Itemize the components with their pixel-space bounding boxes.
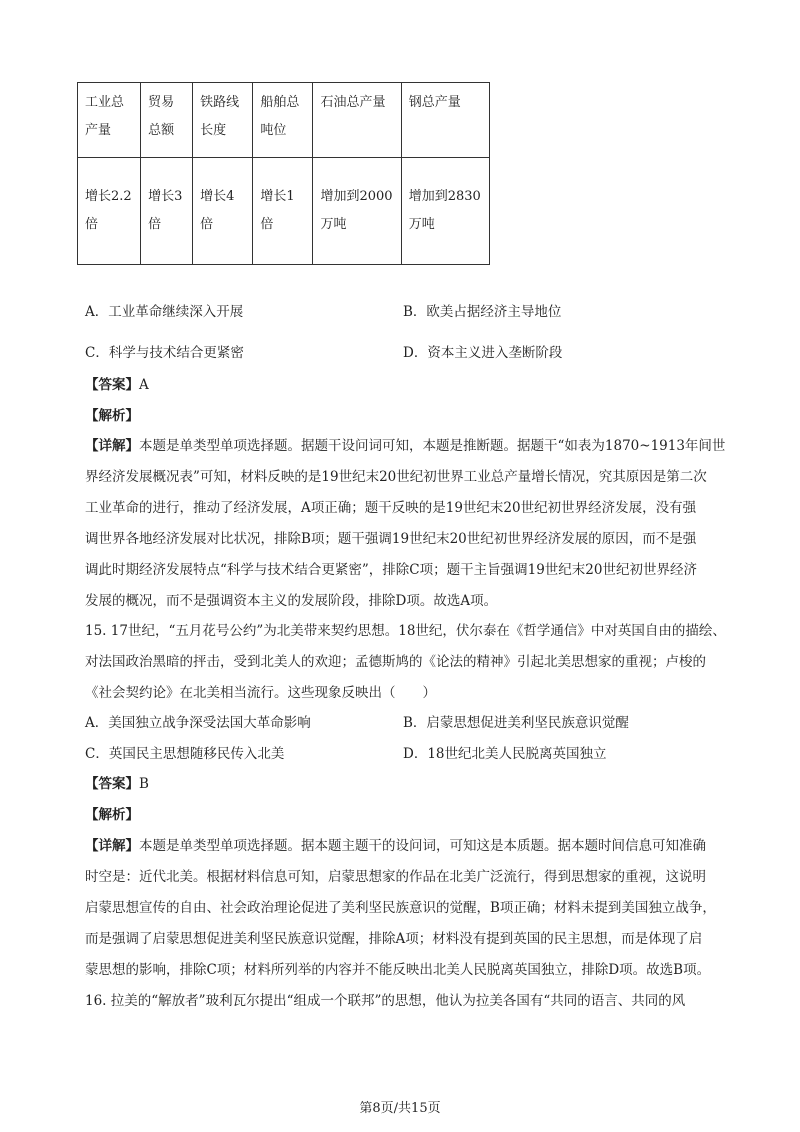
q14-option-d: D．资本主义进入垄断阶段 [403, 345, 563, 361]
q15-detail-line: 【详解】本题是单类型单项选择题。据本题主题干的设问词，可知这是本质题。据本题时间信息可知准确 [85, 838, 706, 854]
q15-stem-line: 对法国政治黑暗的抨击，受到北美人的欢迎；孟德斯鸠的《论法的精神》引起北美思想家的重视；卢梭的 [85, 654, 706, 670]
detail-label: 【详解】 [85, 838, 139, 854]
table-cell: 增长1倍 [253, 158, 313, 265]
table-cell: 增长4倍 [193, 158, 253, 265]
q14-detail-line: 工业革命的进行，推动了经济发展，A项正确；题干反映的是19世纪末20世纪初世界经济发展，没有强 [85, 500, 697, 516]
q15-answer [85, 772, 735, 792]
q15-option-b: B．启蒙思想促进美利坚民族意识觉醒 [403, 715, 629, 731]
q15-detail-line: 蒙思想的影响，排除C项；材料所列举的内容并不能反映出北美人民脱离英国独立，排除D项。故选B项。 [85, 962, 711, 978]
table-header-cell: 船舶总吨位 [253, 83, 313, 158]
q14-option-b: B．欧美占据经济主导地位 [403, 304, 562, 320]
data-table [77, 82, 490, 265]
answer-label: 【答案】 [85, 776, 139, 792]
table-cell: 增加到2000万吨 [313, 158, 401, 265]
q15-detail-line: 而是强调了启蒙思想促进美利坚民族意识觉醒，排除A项；材料没有提到英国的民主思想，而是体现了启 [85, 931, 703, 947]
q15-option-a: A．美国独立战争深受法国大革命影响 [85, 715, 311, 731]
answer-value: B [139, 776, 149, 792]
q15-option-row [85, 711, 725, 733]
q14-detail-line: 调世界各地经济发展对比状况，排除B项；题干强调19世纪末20世纪初世界经济发展的原因，而不是强 [85, 531, 697, 547]
table-header-cell: 钢总产量 [401, 83, 489, 158]
q14-analysis-label: 【解析】 [85, 408, 139, 424]
detail-label: 【详解】 [85, 438, 139, 454]
q14-detail-line: 调此时期经济发展特点“科学与技术结合更紧密”，排除C项；题干主旨强调19世纪末20世纪初世界经济 [85, 562, 697, 578]
table-header-row [78, 83, 490, 158]
table-cell: 增长3倍 [141, 158, 193, 265]
table-header-cell: 贸易总额 [141, 83, 193, 158]
q16-stem-line: 16. 拉美的“解放者”玻利瓦尔提出“组成一个联邦”的思想，他认为拉美各国有“共同的语言、共同的风 [85, 993, 686, 1009]
answer-value: A [139, 377, 149, 393]
table-cell: 增加到2830万吨 [401, 158, 489, 265]
q15-stem-line: 《社会契约论》在北美相当流行。这些现象反映出（ ） [85, 685, 436, 701]
q15-option-c: C．英国民主思想随移民传入北美 [85, 746, 285, 762]
q14-option-row [85, 300, 725, 322]
table-cell: 增长2.2倍 [78, 158, 141, 265]
q15-option-row [85, 742, 725, 764]
table-header-cell: 工业总产量 [78, 83, 141, 158]
q15-detail-line: 启蒙思想宣传的自由、社会政治理论促进了美利坚民族意识的觉醒，B项正确；材料未提到美国独立战争， [85, 900, 716, 916]
q14-detail-line: 发展的概况，而不是强调资本主义的发展阶段，排除D项。故选A项。 [85, 593, 498, 609]
answer-label: 【答案】 [85, 377, 139, 393]
table-row [78, 158, 490, 265]
q14-option-row [85, 341, 725, 363]
q15-detail-line: 时空是：近代北美。根据材料信息可知，启蒙思想家的作品在北美广泛流行，得到思想家的重视，这说明 [85, 869, 706, 885]
table-header-cell: 石油总产量 [313, 83, 401, 158]
q14-option-a: A．工业革命继续深入开展 [85, 304, 244, 320]
q15-option-d: D．18世纪北美人民脱离英国独立 [403, 746, 607, 762]
q14-detail-line: 界经济发展概况表”可知，材料反映的是19世纪末20世纪初世界工业总产量增长情况，究其原因是第二次 [85, 469, 707, 485]
q14-answer [85, 373, 735, 393]
q15-stem-line: 15. 17世纪，“五月花号公约”为北美带来契约思想。18世纪，伏尔泰在《哲学通信》中对英国自由的描绘、 [85, 623, 726, 639]
q15-analysis-label: 【解析】 [85, 807, 139, 823]
q14-option-c: C．科学与技术结合更紧密 [85, 345, 244, 361]
table-header-cell: 铁路线长度 [193, 83, 253, 158]
q14-detail-line: 【详解】本题是单类型单项选择题。据题干设问词可知，本题是推断题。据题干“如表为1870~1913年间世 [85, 438, 726, 454]
page-footer: 第8页/共15页 [359, 1101, 441, 1116]
